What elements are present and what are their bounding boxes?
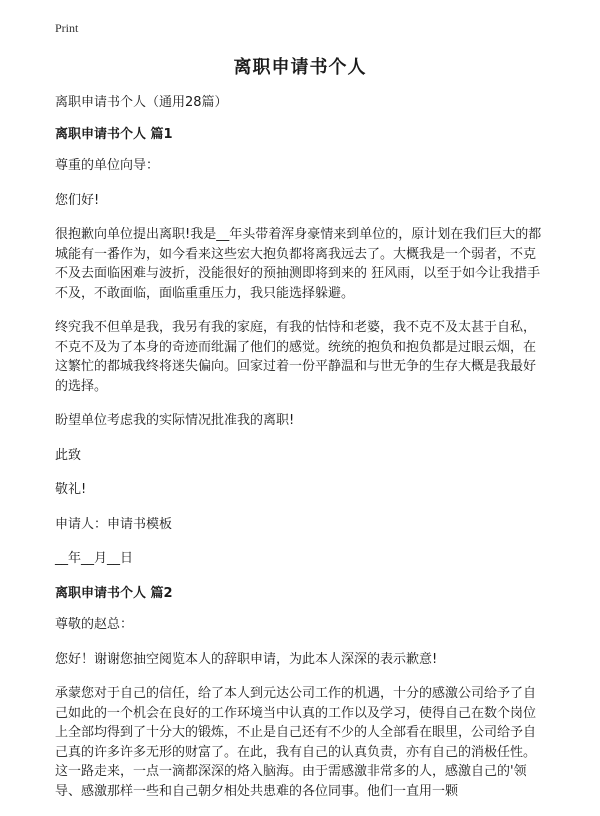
closing-line: 此致	[55, 447, 82, 463]
date-line: __年__月__日	[55, 551, 134, 566]
salutation: 尊重的单位向导：	[55, 158, 160, 173]
body-paragraph: 终究我不但单是我，我另有我的家庭，有我的怙恃和老婆，我不克不及太甚于自私，不克不及为了本身的奇迹而纰漏了他们的感觉。统统的抱负和抱负都是过眼云烟，在这繁忙的都城我终将迷失偏向。回家过着一份平静温和与世无争的生存大概是我最好的选择。	[55, 320, 537, 394]
closing-line: 敬礼!	[55, 482, 87, 497]
document-subtitle: 离职申请书个人（通用28篇）	[55, 95, 228, 110]
applicant-line: 申请人：申请书模板	[55, 516, 173, 532]
body-paragraph: 承蒙您对于自己的信任，给了本人到元达公司工作的机遇，十分的感激公司给予了自己如此的一个机会在良好的工作环境当中认真的工作以及学习，使得自己在数个岗位上全部均得到了十分大的锻炼，不止是自己还有不少的人全部看在眼里，公司给予自己真的许多许多无形的财富了。在此，我有自己的认真负责，亦有自己的消极任性。这一路走来，一点一滴都深深的烙入脑海。由于需感激非常多的人，感激自己的'领导、感激那样一些和自己朝夕相处共患难的各位同事。他们一直用一颗	[55, 686, 537, 799]
body-paragraph: 盼望单位考虑我的实际情况批准我的离职!	[55, 413, 295, 428]
document-title: 离职申请书个人	[233, 57, 367, 78]
section-heading: 离职申请书个人 篇2	[55, 585, 173, 601]
print-label[interactable]: Print	[55, 21, 79, 35]
section-heading: 离职申请书个人 篇1	[55, 126, 173, 142]
greeting: 您好！谢谢您抽空阅览本人的辞职申请，为此本人深深的表示歉意!	[55, 651, 438, 667]
salutation: 尊敬的赵总：	[55, 617, 134, 632]
document-body	[55, 93, 545, 816]
greeting: 您们好!	[55, 192, 100, 208]
body-paragraph: 很抱歉向单位提出离职!我是__年头带着浑身豪情来到单位的，原计划在我们巨大的都城能有一番作为，如今看来这些宏大抱负都将离我远去了。大概我是一个弱者，不克不及去面临困难与波折，没能很好的预抽测即将到来的 狂风雨，以至于如今让我措手不及，不敢面临，面临重重压力，我只能选择躲避。	[55, 227, 542, 301]
